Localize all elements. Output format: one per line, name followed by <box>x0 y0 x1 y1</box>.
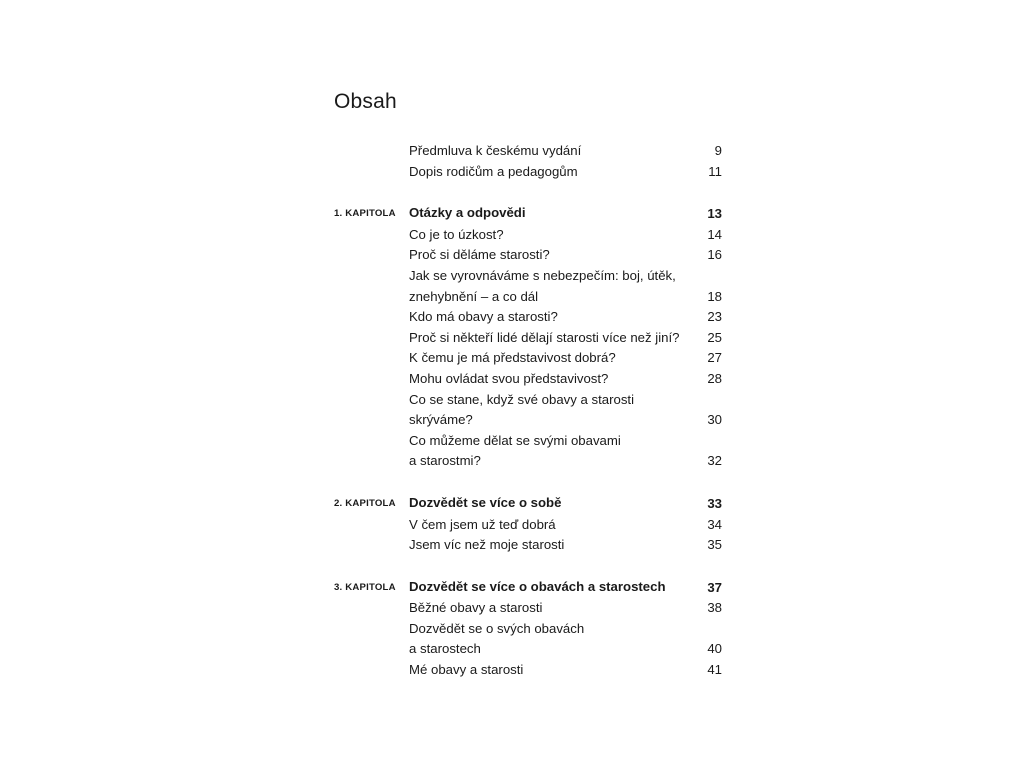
toc-entry <box>334 369 722 390</box>
toc-entry-title <box>409 577 682 598</box>
toc-entry <box>334 328 722 349</box>
table-of-contents <box>334 141 722 681</box>
toc-entry-title <box>409 369 682 390</box>
toc-entry <box>334 390 722 431</box>
page-number: 13 <box>707 206 722 222</box>
page-number: 23 <box>707 309 722 325</box>
toc-entry-title <box>409 141 682 162</box>
toc-entry-line: Kdo má obavy a starosti? <box>409 309 558 325</box>
chapter-label <box>334 535 409 536</box>
toc-entry-title <box>409 390 682 431</box>
toc-entry <box>334 245 722 266</box>
toc-entry-title <box>409 348 682 369</box>
toc-entry-title <box>409 619 682 660</box>
toc-entry <box>334 266 722 307</box>
page-number: 18 <box>707 288 722 304</box>
chapter-label <box>334 431 409 432</box>
toc-entry-title <box>409 225 682 246</box>
page-number: 30 <box>707 412 722 428</box>
chapter-label <box>334 328 409 329</box>
chapter-label <box>334 598 409 599</box>
chapter-label <box>334 348 409 349</box>
page-number: 11 <box>708 163 722 179</box>
toc-entry-line: znehybnění – a co dál <box>409 288 539 304</box>
toc-entry <box>334 162 722 183</box>
page-number: 9 <box>714 143 722 158</box>
toc-section <box>334 203 722 472</box>
toc-entry-line: skrýváme? <box>409 412 473 428</box>
toc-entry <box>334 348 722 369</box>
toc-entry-title <box>409 535 682 556</box>
toc-entry-title <box>409 660 682 681</box>
toc-entry-line: Mohu ovládat svou představivost? <box>409 370 609 386</box>
toc-entry-line: Jsem víc než moje starosti <box>409 537 565 553</box>
page-number: 25 <box>707 329 722 345</box>
toc-entry <box>334 619 722 660</box>
toc-entry-line: Co se stane, když své obavy a starosti <box>409 391 635 407</box>
toc-entry-line: Dozvědět se více o obavách a starostech <box>409 578 666 594</box>
page-number: 28 <box>707 370 722 386</box>
toc-entry-line: a starostmi? <box>409 453 481 469</box>
toc-entry-title <box>409 493 682 514</box>
chapter-label <box>334 245 409 246</box>
toc-entry-line: Dopis rodičům a pedagogům <box>409 163 578 179</box>
toc-entry <box>334 515 722 536</box>
toc-entry-title <box>409 431 682 472</box>
page-number: 40 <box>707 641 722 657</box>
toc-entry-line: Běžné obavy a starosti <box>409 600 543 616</box>
toc-entry-title <box>409 307 682 328</box>
toc-entry <box>334 660 722 681</box>
toc-entry <box>334 577 722 599</box>
toc-section <box>334 141 722 182</box>
page-title: Obsah <box>334 90 397 114</box>
toc-entry-title <box>409 203 682 224</box>
toc-entry-line: a starostech <box>409 641 481 657</box>
chapter-label <box>334 369 409 370</box>
chapter-label: 2. KAPITOLA <box>334 497 396 509</box>
page-number: 14 <box>707 226 722 242</box>
chapter-label <box>334 162 409 163</box>
toc-entry-title <box>409 245 682 266</box>
toc-entry-line: Co můžeme dělat se svými obavami <box>409 432 621 448</box>
toc-entry <box>334 141 722 162</box>
toc-entry-line: Dozvědět se více o sobě <box>409 494 562 510</box>
chapter-label <box>334 660 409 661</box>
toc-entry-line: Otázky a odpovědi <box>409 205 526 221</box>
toc-entry <box>334 225 722 246</box>
toc-entry-line: K čemu je má představivost dobrá? <box>409 350 616 366</box>
toc-entry <box>334 307 722 328</box>
chapter-label <box>334 390 409 391</box>
toc-entry-line: Dozvědět se o svých obavách <box>409 620 585 636</box>
toc-entry <box>334 431 722 472</box>
toc-entry <box>334 493 722 515</box>
toc-entry-line: Jak se vyrovnáváme s nebezpečím: boj, útěk, <box>409 267 676 283</box>
toc-entry-line: Proč si někteří lidé dělají starosti více než jiní? <box>409 329 680 345</box>
toc-section <box>334 493 722 556</box>
page-number: 35 <box>707 537 722 553</box>
page-number: 34 <box>707 516 722 532</box>
page-number: 41 <box>707 662 722 678</box>
toc-entry-line: V čem jsem už teď dobrá <box>409 516 556 532</box>
toc-entry-line: Předmluva k českému vydání <box>409 143 582 158</box>
page-number: 16 <box>707 247 722 263</box>
chapter-label: 3. KAPITOLA <box>334 581 396 593</box>
page-number: 27 <box>707 350 722 366</box>
toc-entry <box>334 598 722 619</box>
chapter-label <box>334 141 409 142</box>
page-number: 37 <box>707 579 722 595</box>
toc-section <box>334 577 722 681</box>
page-number: 32 <box>707 453 722 469</box>
toc-entry-title <box>409 515 682 536</box>
chapter-label: 1. KAPITOLA <box>334 208 396 220</box>
toc-entry-line: Mé obavy a starosti <box>409 662 524 678</box>
chapter-label <box>334 619 409 620</box>
chapter-label <box>334 515 409 516</box>
page-number: 33 <box>707 495 722 511</box>
toc-entry-title <box>409 162 682 183</box>
toc-entry-line: Proč si děláme starosti? <box>409 247 550 263</box>
chapter-label <box>334 225 409 226</box>
toc-entry <box>334 535 722 556</box>
toc-entry-title <box>409 266 682 307</box>
toc-entry-title <box>409 328 682 349</box>
toc-entry-title <box>409 598 682 619</box>
chapter-label <box>334 266 409 267</box>
chapter-label <box>334 307 409 308</box>
page-number: 38 <box>707 600 722 616</box>
toc-entry <box>334 203 722 225</box>
toc-entry-line: Co je to úzkost? <box>409 226 504 242</box>
